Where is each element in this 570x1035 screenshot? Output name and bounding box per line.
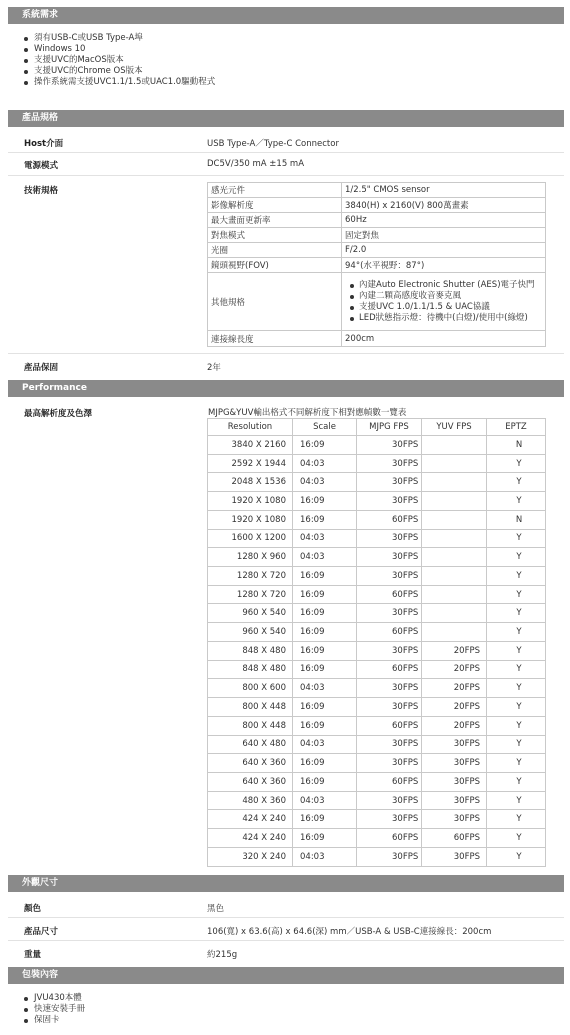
- table-cell: 30FPS: [422, 754, 487, 773]
- table-cell: 1920 X 1080: [208, 510, 293, 529]
- table-row: [208, 716, 546, 735]
- table-cell: Y: [487, 810, 546, 829]
- table-row: [208, 454, 546, 473]
- list-item: 快速安裝手冊: [22, 1004, 85, 1015]
- table-cell: Y: [487, 454, 546, 473]
- table-cell: Y: [487, 679, 546, 698]
- table-row: [208, 273, 546, 331]
- table-cell: 800 X 448: [208, 716, 293, 735]
- weight-label: 重量: [24, 950, 42, 960]
- section-header-package-contents: 包裝內容: [8, 967, 564, 984]
- table-cell: 30FPS: [357, 492, 422, 511]
- table-cell: 424 X 240: [208, 829, 293, 848]
- divider: [8, 940, 564, 941]
- spec-value: 固定對焦: [342, 228, 546, 243]
- table-cell: 04:03: [293, 473, 357, 492]
- table-cell: 04:03: [293, 548, 357, 567]
- table-cell: 16:09: [293, 436, 357, 455]
- host-interface-label: Host介面: [24, 139, 64, 149]
- list-item: 內建Auto Electronic Shutter (AES)電子快門: [345, 280, 542, 291]
- warranty-label: 產品保固: [24, 363, 59, 373]
- spec-value: 1/2.5" CMOS sensor: [342, 183, 546, 198]
- table-cell: [422, 492, 487, 511]
- list-item: JVU430本體: [22, 993, 85, 1004]
- table-cell: 30FPS: [422, 735, 487, 754]
- table-cell: 2592 X 1944: [208, 454, 293, 473]
- table-cell: 848 X 480: [208, 660, 293, 679]
- table-cell: [422, 585, 487, 604]
- table-cell: Y: [487, 585, 546, 604]
- table-cell: 1920 X 1080: [208, 492, 293, 511]
- list-item: 操作系統需支援UVC1.1/1.5或UAC1.0驅動程式: [22, 77, 215, 88]
- table-cell: 640 X 360: [208, 754, 293, 773]
- table-row: [208, 548, 546, 567]
- table-cell: N: [487, 510, 546, 529]
- table-row: [208, 660, 546, 679]
- table-row: [208, 585, 546, 604]
- table-cell: 30FPS: [357, 641, 422, 660]
- table-cell: 30FPS: [357, 436, 422, 455]
- color-label: 顏色: [24, 904, 42, 914]
- table-row: [208, 331, 546, 347]
- table-cell: 60FPS: [357, 829, 422, 848]
- spec-key: 影像解析度: [208, 198, 342, 213]
- table-row: [208, 473, 546, 492]
- list-item: 支援UVC的Chrome OS版本: [22, 66, 215, 77]
- other-specs-list: [345, 280, 542, 324]
- table-row: [208, 604, 546, 623]
- table-cell: 30FPS: [422, 810, 487, 829]
- divider: [8, 175, 564, 176]
- list-item: 須有USB-C或USB Type-A埠: [22, 33, 215, 44]
- table-cell: Y: [487, 791, 546, 810]
- table-cell: 30FPS: [357, 529, 422, 548]
- spec-key: 最大畫面更新率: [208, 213, 342, 228]
- table-cell: 30FPS: [357, 810, 422, 829]
- table-cell: 20FPS: [422, 716, 487, 735]
- list-item: LED狀態指示燈：待機中(白燈)/使用中(綠燈): [345, 313, 542, 324]
- column-header: Scale: [293, 419, 357, 436]
- table-cell: [422, 510, 487, 529]
- table-cell: 1280 X 720: [208, 585, 293, 604]
- table-cell: Y: [487, 698, 546, 717]
- spec-key: 光圈: [208, 243, 342, 258]
- warranty-value: 2年: [207, 363, 221, 373]
- table-row: [208, 183, 546, 198]
- table-cell: 848 X 480: [208, 641, 293, 660]
- table-cell: Y: [487, 492, 546, 511]
- column-header: Resolution: [208, 419, 293, 436]
- table-cell: 16:09: [293, 716, 357, 735]
- table-cell: 20FPS: [422, 679, 487, 698]
- table-cell: 16:09: [293, 585, 357, 604]
- host-interface-value: USB Type-A／Type-C Connector: [207, 139, 339, 149]
- table-row: [208, 754, 546, 773]
- table-cell: 640 X 360: [208, 772, 293, 791]
- table-row: [208, 791, 546, 810]
- fps-table-caption: MJPG&YUV輸出格式不同解析度下相對應幀數一覽表: [208, 408, 407, 418]
- table-cell: 04:03: [293, 679, 357, 698]
- table-cell: 1280 X 720: [208, 567, 293, 586]
- spec-value: 60Hz: [342, 213, 546, 228]
- table-row: [208, 810, 546, 829]
- table-cell: N: [487, 436, 546, 455]
- table-cell: 30FPS: [357, 698, 422, 717]
- table-cell: 20FPS: [422, 698, 487, 717]
- table-cell: [422, 604, 487, 623]
- table-cell: 16:09: [293, 829, 357, 848]
- table-cell: 30FPS: [357, 791, 422, 810]
- tech-spec-table: [207, 182, 546, 347]
- table-cell: 800 X 448: [208, 698, 293, 717]
- table-row: [208, 243, 546, 258]
- table-row: [208, 436, 546, 455]
- table-cell: 16:09: [293, 604, 357, 623]
- color-value: 黑色: [207, 904, 225, 914]
- spec-key: 感光元件: [208, 183, 342, 198]
- spec-value: 3840(H) x 2160(V) 800萬畫素: [342, 198, 546, 213]
- table-cell: 3840 X 2160: [208, 436, 293, 455]
- table-cell: Y: [487, 660, 546, 679]
- spec-value: 94°(水平視野：87°): [342, 258, 546, 273]
- table-cell: 320 X 240: [208, 847, 293, 866]
- table-cell: 04:03: [293, 454, 357, 473]
- table-row: [208, 567, 546, 586]
- table-cell: 30FPS: [357, 604, 422, 623]
- section-header-system-requirements: 系統需求: [8, 7, 564, 24]
- table-cell: Y: [487, 548, 546, 567]
- table-cell: 800 X 600: [208, 679, 293, 698]
- section-header-appearance: 外觀尺寸: [8, 875, 564, 892]
- table-cell: 16:09: [293, 772, 357, 791]
- table-cell: Y: [487, 716, 546, 735]
- table-cell: 04:03: [293, 529, 357, 548]
- dimensions-value: 106(寬) x 63.6(高) x 64.6(深) mm／USB-A & USB-C連接線長：200cm: [207, 927, 492, 937]
- table-cell: Y: [487, 473, 546, 492]
- table-cell: 60FPS: [357, 660, 422, 679]
- table-cell: 16:09: [293, 510, 357, 529]
- table-cell: 04:03: [293, 791, 357, 810]
- table-cell: Y: [487, 604, 546, 623]
- table-cell: 16:09: [293, 492, 357, 511]
- table-row: [208, 198, 546, 213]
- system-requirements-list: [22, 33, 215, 88]
- spec-value: 200cm: [342, 331, 546, 347]
- spec-key: 其他規格: [208, 273, 342, 331]
- table-cell: 16:09: [293, 623, 357, 642]
- column-header: EPTZ: [487, 419, 546, 436]
- table-row: [208, 679, 546, 698]
- table-cell: 30FPS: [357, 548, 422, 567]
- table-cell: 30FPS: [357, 735, 422, 754]
- table-cell: Y: [487, 623, 546, 642]
- fps-table: [207, 418, 546, 867]
- table-cell: 30FPS: [422, 772, 487, 791]
- table-cell: 60FPS: [422, 829, 487, 848]
- table-cell: Y: [487, 641, 546, 660]
- table-cell: 16:09: [293, 754, 357, 773]
- spec-value: [342, 273, 546, 331]
- table-row: [208, 847, 546, 866]
- table-cell: Y: [487, 754, 546, 773]
- table-row: [208, 492, 546, 511]
- list-item: 內建二顆高感度收音麥克風: [345, 291, 542, 302]
- table-row: [208, 258, 546, 273]
- fps-table-body: [208, 436, 546, 867]
- table-cell: [422, 529, 487, 548]
- table-cell: 30FPS: [422, 791, 487, 810]
- table-cell: Y: [487, 735, 546, 754]
- table-cell: 16:09: [293, 567, 357, 586]
- list-item: 保固卡: [22, 1015, 85, 1026]
- dimensions-label: 產品尺寸: [24, 927, 59, 937]
- table-cell: 2048 X 1536: [208, 473, 293, 492]
- table-cell: Y: [487, 772, 546, 791]
- table-cell: 1280 X 960: [208, 548, 293, 567]
- list-item: 支援UVC 1.0/1.1/1.5 & UAC協議: [345, 302, 542, 313]
- table-cell: Y: [487, 847, 546, 866]
- table-cell: 16:09: [293, 660, 357, 679]
- table-row: [208, 623, 546, 642]
- table-cell: 1600 X 1200: [208, 529, 293, 548]
- spec-key: 連接線長度: [208, 331, 342, 347]
- table-row: [208, 698, 546, 717]
- table-cell: 30FPS: [357, 847, 422, 866]
- table-cell: Y: [487, 829, 546, 848]
- max-resolution-label: 最高解析度及色澤: [24, 409, 93, 419]
- divider: [8, 353, 564, 354]
- power-mode-value: DC5V/350 mA ±15 mA: [207, 159, 305, 169]
- table-cell: 60FPS: [357, 510, 422, 529]
- package-contents-list: [22, 993, 85, 1026]
- table-cell: 16:09: [293, 641, 357, 660]
- table-row: [208, 228, 546, 243]
- spec-key: 鏡頭視野(FOV): [208, 258, 342, 273]
- table-cell: [422, 623, 487, 642]
- spec-value: F/2.0: [342, 243, 546, 258]
- table-cell: 30FPS: [357, 567, 422, 586]
- table-cell: 424 X 240: [208, 810, 293, 829]
- table-cell: [422, 473, 487, 492]
- table-row: [208, 829, 546, 848]
- table-cell: 30FPS: [357, 473, 422, 492]
- table-cell: 60FPS: [357, 716, 422, 735]
- table-cell: 30FPS: [422, 847, 487, 866]
- power-mode-label: 電源模式: [24, 161, 59, 171]
- table-cell: Y: [487, 529, 546, 548]
- table-cell: [422, 567, 487, 586]
- table-cell: 640 X 480: [208, 735, 293, 754]
- table-cell: 04:03: [293, 847, 357, 866]
- table-cell: 60FPS: [357, 623, 422, 642]
- table-cell: 60FPS: [357, 585, 422, 604]
- table-cell: 20FPS: [422, 660, 487, 679]
- table-cell: Y: [487, 567, 546, 586]
- list-item: 支援UVC的MacOS版本: [22, 55, 215, 66]
- tech-spec-label: 技術規格: [24, 186, 59, 196]
- table-row: [208, 772, 546, 791]
- table-cell: 30FPS: [357, 679, 422, 698]
- table-cell: 480 X 360: [208, 791, 293, 810]
- table-cell: [422, 436, 487, 455]
- section-header-product-specs: 產品規格: [8, 110, 564, 127]
- table-header-row: [208, 419, 546, 436]
- table-cell: 16:09: [293, 698, 357, 717]
- table-row: [208, 735, 546, 754]
- table-cell: [422, 548, 487, 567]
- divider: [8, 917, 564, 918]
- column-header: MJPG FPS: [357, 419, 422, 436]
- table-cell: 60FPS: [357, 772, 422, 791]
- section-header-performance: Performance: [8, 380, 564, 397]
- table-cell: 960 X 540: [208, 623, 293, 642]
- column-header: YUV FPS: [422, 419, 487, 436]
- table-cell: 04:03: [293, 735, 357, 754]
- table-cell: 16:09: [293, 810, 357, 829]
- spec-key: 對焦模式: [208, 228, 342, 243]
- table-cell: 30FPS: [357, 754, 422, 773]
- divider: [8, 152, 564, 153]
- table-cell: 20FPS: [422, 641, 487, 660]
- table-cell: 960 X 540: [208, 604, 293, 623]
- table-row: [208, 213, 546, 228]
- table-row: [208, 510, 546, 529]
- list-item: Windows 10: [22, 44, 215, 55]
- table-cell: 30FPS: [357, 454, 422, 473]
- weight-value: 約215g: [207, 950, 238, 960]
- table-row: [208, 641, 546, 660]
- table-row: [208, 529, 546, 548]
- table-cell: [422, 454, 487, 473]
